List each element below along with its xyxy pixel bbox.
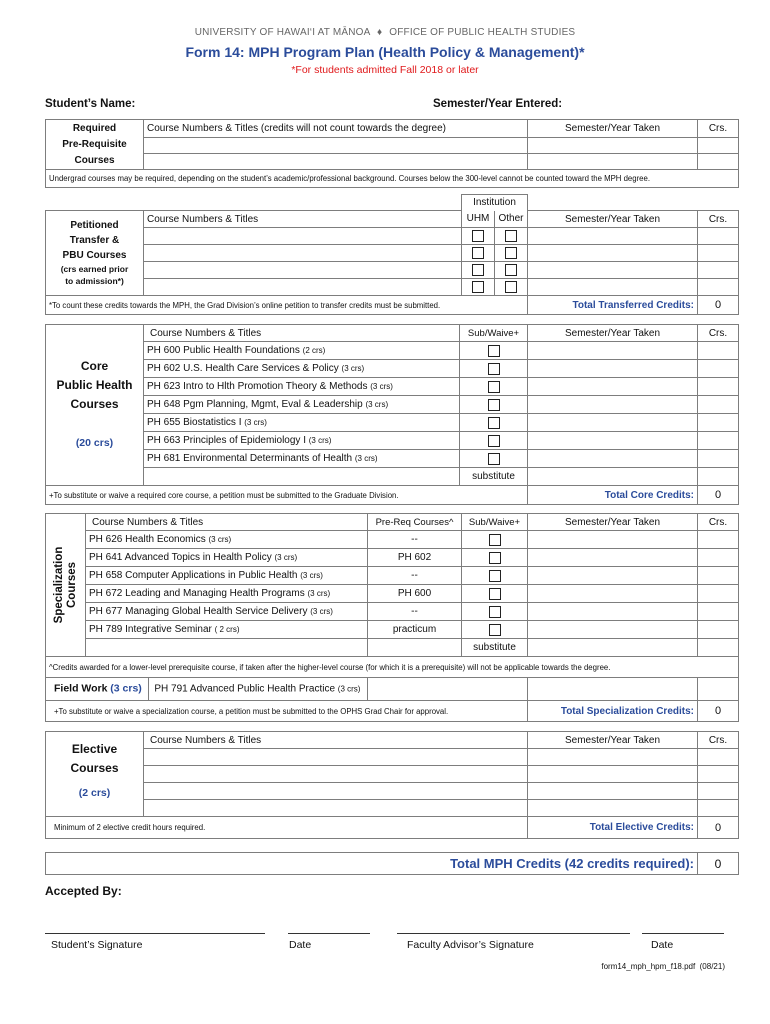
core-course: PH 648 Pgm Planning, Mgmt, Eval & Leadership (3 crs) — [144, 396, 460, 414]
spec-col-prereq: Pre-Req Courses^ — [368, 514, 462, 531]
transfer-course-field[interactable] — [144, 245, 462, 262]
accepted-by-label: Accepted By: — [45, 884, 122, 898]
core-semester-field[interactable] — [528, 432, 698, 450]
sub-waive-checkbox[interactable] — [489, 624, 501, 636]
elective-crs-field[interactable] — [698, 800, 739, 817]
prereq-note: Undergrad courses may be required, depending on the student’s academic/professional background. Courses below the 300-level cannot be counted toward the MPH degree. — [46, 170, 739, 188]
core-course: PH 600 Public Health Foundations (2 crs) — [144, 342, 460, 360]
transfer-crs-field[interactable] — [698, 245, 739, 262]
spec-semester-field[interactable] — [528, 603, 698, 621]
advisor-signature-line[interactable] — [397, 933, 630, 934]
core-crs-field[interactable] — [698, 450, 739, 468]
office-name: OFFICE OF PUBLIC HEALTH STUDIES — [389, 27, 576, 38]
transfer-crs-field[interactable] — [698, 262, 739, 279]
spec-prereq: -- — [368, 603, 462, 621]
prereq-semester-field[interactable] — [528, 138, 698, 154]
transfer-semester-field[interactable] — [528, 245, 698, 262]
uhm-checkbox[interactable] — [472, 264, 484, 276]
transfer-semester-field[interactable] — [528, 279, 698, 296]
sub-waive-checkbox[interactable] — [488, 435, 500, 447]
core-crs-field[interactable] — [698, 396, 739, 414]
total-transferred-label: Total Transferred Credits: — [528, 296, 698, 315]
total-core-label: Total Core Credits: — [528, 486, 698, 505]
uhm-checkbox[interactable] — [472, 281, 484, 293]
spec-semester-field[interactable] — [528, 621, 698, 639]
form-title: Form 14: MPH Program Plan (Health Policy & Management)* — [185, 44, 585, 60]
sub-waive-checkbox[interactable] — [489, 534, 501, 546]
spec-course: PH 677 Managing Global Health Service Delivery (3 crs) — [86, 603, 368, 621]
elective-table — [45, 731, 739, 839]
spec-prereq: PH 602 — [368, 549, 462, 567]
transfer-col-institution: Institution — [462, 195, 528, 211]
core-crs-field[interactable] — [698, 414, 739, 432]
core-crs-field[interactable] — [698, 360, 739, 378]
field-work-blank — [368, 678, 528, 701]
elective-side-label: Elective Courses (2 crs) — [46, 732, 144, 817]
core-table — [45, 324, 739, 505]
date1-label: Date — [289, 939, 312, 951]
core-semester-field[interactable] — [528, 342, 698, 360]
prereq-side-label: Required Pre-Requisite Courses — [46, 120, 144, 170]
core-course: PH 681 Environmental Determinants of Health (3 crs) — [144, 450, 460, 468]
elective-note: Minimum of 2 elective credit hours required. — [46, 817, 528, 839]
sub-waive-checkbox[interactable] — [488, 345, 500, 357]
spec-substitute-prereq-field[interactable] — [368, 639, 462, 657]
spec-semester-field[interactable] — [528, 639, 698, 657]
specialization-side-label: Specialization Courses — [46, 514, 86, 657]
elective-semester-field[interactable] — [528, 800, 698, 817]
form-subtitle: *For students admitted Fall 2018 or later — [291, 64, 479, 76]
footer-form-id: form14_mph_hpm_f18.pdf (08/21) — [601, 962, 725, 971]
university-name: UNIVERSITY OF HAWAI‘I AT MĀNOA — [194, 27, 370, 38]
core-semester-field[interactable] — [528, 414, 698, 432]
spec-crs-field[interactable] — [698, 639, 739, 657]
transfer-semester-field[interactable] — [528, 262, 698, 279]
semester-entered-label: Semester/Year Entered: — [433, 98, 563, 110]
spec-note: +To substitute or waive a specialization course, a petition must be submitted to the OPHS Grad Chair for approval. — [46, 701, 528, 722]
core-side-credits: (20 crs) — [75, 437, 114, 449]
student-name-field[interactable] — [142, 96, 412, 112]
spec-course: PH 641 Advanced Topics in Health Policy (3 crs) — [86, 549, 368, 567]
core-crs-field[interactable] — [698, 468, 739, 486]
spec-crs-field[interactable] — [698, 603, 739, 621]
elective-semester-field[interactable] — [528, 766, 698, 783]
semester-entered-field[interactable] — [575, 96, 735, 112]
core-substitute-field[interactable] — [144, 468, 460, 486]
core-substitute-label: substitute — [460, 468, 528, 486]
other-checkbox[interactable] — [505, 281, 517, 293]
sub-waive-checkbox[interactable] — [489, 588, 501, 600]
sub-waive-checkbox[interactable] — [488, 417, 500, 429]
prereq-course-field[interactable] — [144, 138, 528, 154]
spec-crs-field[interactable] — [698, 585, 739, 603]
elective-semester-field[interactable] — [528, 749, 698, 766]
core-semester-field[interactable] — [528, 396, 698, 414]
core-col-sub: Sub/Waive+ — [460, 325, 528, 342]
total-spec-value: 0 — [698, 701, 739, 722]
elective-crs-field[interactable] — [698, 766, 739, 783]
core-semester-field[interactable] — [528, 378, 698, 396]
total-elective-value: 0 — [698, 817, 739, 839]
spec-semester-field[interactable] — [528, 585, 698, 603]
core-col-course: Course Numbers & Titles — [144, 325, 460, 342]
sub-waive-checkbox[interactable] — [488, 363, 500, 375]
elective-col-course: Course Numbers & Titles — [144, 732, 528, 749]
spec-prereq: practicum — [368, 621, 462, 639]
header-line — [0, 27, 770, 38]
transfer-col-uhm: UHM — [462, 211, 495, 228]
transfer-col-course: Course Numbers & Titles — [144, 211, 462, 228]
transfer-crs-field[interactable] — [698, 279, 739, 296]
spec-semester-field[interactable] — [528, 531, 698, 549]
other-checkbox[interactable] — [505, 264, 517, 276]
core-course: PH 602 U.S. Health Care Services & Policy (3 crs) — [144, 360, 460, 378]
student-name-label: Student’s Name: — [45, 98, 136, 110]
sub-waive-checkbox[interactable] — [489, 552, 501, 564]
sub-waive-checkbox[interactable] — [488, 399, 500, 411]
field-work-credits: (3 crs) — [110, 682, 142, 695]
elective-crs-field[interactable] — [698, 749, 739, 766]
spec-prereq: PH 600 — [368, 585, 462, 603]
student-signature-line[interactable] — [45, 933, 265, 934]
transfer-course-field[interactable] — [144, 228, 462, 245]
transfer-side-label: Petitioned Transfer & PBU Courses (crs earned prior to admission*) — [46, 211, 144, 296]
core-side-label: Core Public Health Courses (20 crs) — [46, 325, 144, 486]
prereq-col-crs: Crs. — [698, 120, 739, 138]
elective-course-field[interactable] — [144, 800, 528, 817]
prereq-col-semester: Semester/Year Taken — [528, 120, 698, 138]
date2-label: Date — [651, 939, 674, 951]
total-spec-label: Total Specialization Credits: — [528, 701, 698, 722]
transfer-course-field[interactable] — [144, 279, 462, 296]
spec-prereq: -- — [368, 567, 462, 585]
elective-course-field[interactable] — [144, 749, 528, 766]
core-note: +To substitute or waive a required core course, a petition must be submitted to the Graduate Division. — [46, 486, 528, 505]
uhm-checkbox[interactable] — [472, 247, 484, 259]
spec-semester-field[interactable] — [528, 567, 698, 585]
field-work-row: Field Work (3 crs) PH 791 Advanced Public Health Practice (3 crs) — [46, 678, 368, 701]
separator-diamond-icon: ♦ — [376, 27, 383, 38]
transfer-course-field[interactable] — [144, 262, 462, 279]
transfer-semester-field[interactable] — [528, 228, 698, 245]
transfer-side-note: (crs earned prior to admission*) — [60, 263, 129, 286]
student-signature-label: Student’s Signature — [51, 939, 143, 951]
field-work-semester-field[interactable] — [528, 678, 698, 701]
total-core-value: 0 — [698, 486, 739, 505]
spec-crs-field[interactable] — [698, 621, 739, 639]
transfer-crs-field[interactable] — [698, 228, 739, 245]
advisor-signature-label: Faculty Advisor’s Signature — [407, 939, 534, 951]
spec-semester-field[interactable] — [528, 549, 698, 567]
specialization-table — [45, 513, 739, 722]
transfer-col-crs: Crs. — [698, 211, 739, 228]
spec-col-sub: Sub/Waive+ — [462, 514, 528, 531]
spec-course: PH 658 Computer Applications in Public Health (3 crs) — [86, 567, 368, 585]
spec-crs-field[interactable] — [698, 549, 739, 567]
sub-waive-checkbox[interactable] — [489, 570, 501, 582]
spec-col-crs: Crs. — [698, 514, 739, 531]
spec-course: PH 626 Health Economics (3 crs) — [86, 531, 368, 549]
elective-course-field[interactable] — [144, 766, 528, 783]
transfer-col-semester: Semester/Year Taken — [528, 211, 698, 228]
date1-line[interactable] — [288, 933, 370, 934]
date2-line[interactable] — [642, 933, 724, 934]
other-checkbox[interactable] — [505, 247, 517, 259]
spec-prereq: -- — [368, 531, 462, 549]
total-transferred-value: 0 — [698, 296, 739, 315]
core-crs-field[interactable] — [698, 432, 739, 450]
grand-total-table — [45, 852, 739, 875]
core-course: PH 663 Principles of Epidemiology I (3 crs) — [144, 432, 460, 450]
core-semester-field[interactable] — [528, 468, 698, 486]
prereq-course-field[interactable] — [144, 154, 528, 170]
elective-crs-field[interactable] — [698, 783, 739, 800]
elective-course-field[interactable] — [144, 783, 528, 800]
core-course: PH 655 Biostatistics I (3 crs) — [144, 414, 460, 432]
sub-waive-checkbox[interactable] — [488, 453, 500, 465]
spec-substitute-field[interactable] — [86, 639, 368, 657]
transfer-note: *To count these credits towards the MPH, the Grad Division’s online petition to transfer credits must be submitted. — [46, 296, 528, 315]
core-col-semester: Semester/Year Taken — [528, 325, 698, 342]
grand-total-value: 0 — [698, 853, 739, 875]
sub-waive-checkbox[interactable] — [488, 381, 500, 393]
sub-waive-checkbox[interactable] — [489, 606, 501, 618]
spec-col-semester: Semester/Year Taken — [528, 514, 698, 531]
spec-prereq-note: ^Credits awarded for a lower-level prerequisite course, if taken after the higher-level course (for which it is a prerequisite) will not be applicable towards the degree. — [46, 657, 739, 678]
core-col-crs: Crs. — [698, 325, 739, 342]
elective-side-credits: (2 crs) — [78, 787, 111, 799]
prereq-crs-field[interactable] — [698, 138, 739, 154]
core-course: PH 623 Intro to Hlth Promotion Theory & Methods (3 crs) — [144, 378, 460, 396]
spec-course: PH 789 Integrative Seminar ( 2 crs) — [86, 621, 368, 639]
elective-semester-field[interactable] — [528, 783, 698, 800]
core-crs-field[interactable] — [698, 378, 739, 396]
total-elective-label: Total Elective Credits: — [528, 817, 698, 839]
prereq-table — [45, 119, 739, 188]
spec-course: PH 672 Leading and Managing Health Programs (3 crs) — [86, 585, 368, 603]
spec-crs-field[interactable] — [698, 567, 739, 585]
prereq-semester-field[interactable] — [528, 154, 698, 170]
field-work-course: PH 791 Advanced Public Health Practice — [154, 683, 336, 695]
spec-substitute-label: substitute — [462, 639, 528, 657]
elective-col-crs: Crs. — [698, 732, 739, 749]
core-crs-field[interactable] — [698, 342, 739, 360]
transfer-table — [45, 194, 739, 315]
spec-crs-field[interactable] — [698, 531, 739, 549]
prereq-crs-field[interactable] — [698, 154, 739, 170]
core-semester-field[interactable] — [528, 450, 698, 468]
spec-col-course: Course Numbers & Titles — [86, 514, 368, 531]
grand-total-label: Total MPH Credits (42 credits required): — [46, 853, 698, 875]
elective-col-semester: Semester/Year Taken — [528, 732, 698, 749]
core-semester-field[interactable] — [528, 360, 698, 378]
prereq-col-course: Course Numbers & Titles (credits will not count towards the degree) — [144, 120, 528, 138]
field-work-crs-field[interactable] — [698, 678, 739, 701]
other-checkbox[interactable] — [505, 230, 517, 242]
transfer-col-other: Other — [495, 211, 528, 228]
field-work-label: Field Work — [54, 682, 108, 695]
uhm-checkbox[interactable] — [472, 230, 484, 242]
